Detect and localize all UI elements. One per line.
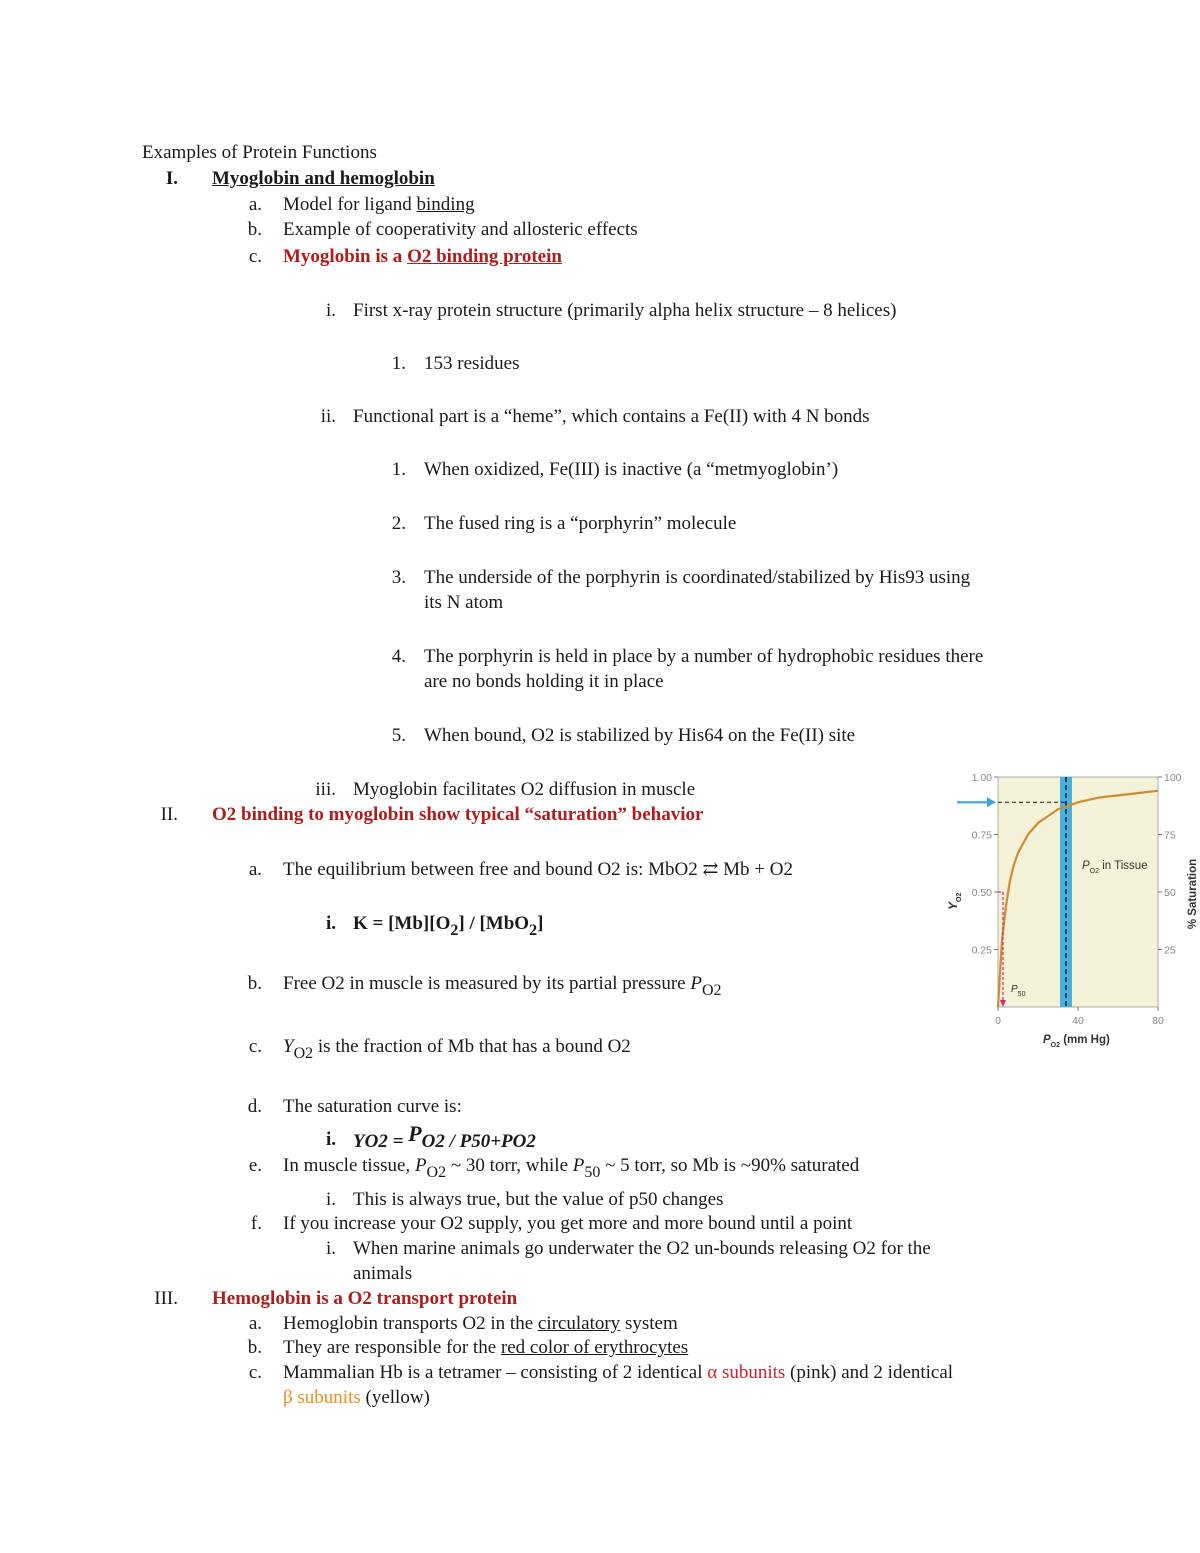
list-item-1c-i-1: 153 residues bbox=[424, 353, 520, 374]
equation-k: $K = [Mb][O_2] / [MbO_2]$ bbox=[353, 913, 544, 939]
y-tick-label-right: 50 bbox=[1164, 887, 1176, 899]
item-marker: ii. bbox=[320, 406, 336, 427]
item-marker: 4. bbox=[391, 646, 406, 667]
item-marker: c. bbox=[248, 1362, 262, 1383]
section-3-marker: III. bbox=[154, 1288, 178, 1309]
y-tick-label-right: 75 bbox=[1164, 829, 1176, 842]
list-item-1c-ii-3-line2: its N atom bbox=[424, 592, 504, 613]
y-tick-label-left: 0.25 bbox=[971, 944, 992, 957]
list-item-2e: In muscle tissue, $P_{O2}$ ~ 30 torr, while $P_{50}$ ~ 5 torr, so Mb is ~90% saturated bbox=[283, 1155, 860, 1181]
list-item-1b: Example of cooperativity and allosteric effects bbox=[283, 219, 638, 240]
section-2-heading: O2 binding to myoglobin show typical “saturation” behavior bbox=[212, 804, 704, 825]
item-marker: b. bbox=[247, 1337, 262, 1358]
plot-area bbox=[998, 777, 1158, 1007]
y-tick-label-left: 0.50 bbox=[971, 887, 992, 899]
item-marker: i. bbox=[325, 1189, 336, 1210]
item-marker: i. bbox=[325, 1238, 336, 1259]
item-marker: i. bbox=[325, 913, 336, 934]
item-marker: a. bbox=[248, 859, 262, 880]
list-item-2f: If you increase your O2 supply, you get more and more bound until a point bbox=[283, 1213, 853, 1234]
list-item-1a: Model for ligand binding bbox=[283, 194, 475, 215]
list-item-1c-ii-4-line1: The porphyrin is held in place by a number of hydrophobic residues there bbox=[424, 646, 984, 667]
item-marker: i. bbox=[325, 1129, 336, 1150]
x-tick-label: 80 bbox=[1152, 1015, 1164, 1027]
item-marker: a. bbox=[248, 194, 262, 215]
x-axis-label: $P_{O2}$ (mm Hg) bbox=[1043, 1034, 1110, 1049]
item-marker: 1. bbox=[391, 459, 406, 480]
y-tick-label-left: 1.00 bbox=[971, 772, 992, 784]
y-tick-label-left: 0.75 bbox=[971, 829, 992, 842]
y-axis-label-right: % Saturation bbox=[1187, 858, 1199, 930]
list-item-1c-ii-1: When oxidized, Fe(III) is inactive (a “metmyoglobin’) bbox=[424, 459, 839, 480]
item-marker: 5. bbox=[391, 725, 406, 746]
item-marker: i. bbox=[325, 300, 336, 321]
level-arrow-head bbox=[987, 797, 996, 807]
list-item-2f-i-line1: When marine animals go underwater the O2 un-bounds releasing O2 for the bbox=[353, 1238, 931, 1259]
y-axis-label-left: $Y_{O2}$ bbox=[946, 892, 963, 910]
section-1-heading: Myoglobin and hemoglobin bbox=[212, 168, 435, 189]
saturation-chart bbox=[935, 760, 1200, 1060]
item-marker: f. bbox=[250, 1213, 262, 1234]
list-item-2b: Free O2 in muscle is measured by its partial pressure $P_{O2}$ bbox=[283, 973, 722, 999]
item-marker: b. bbox=[247, 219, 262, 240]
list-item-2d: The saturation curve is: bbox=[283, 1096, 462, 1117]
list-item-2a: The equilibrium between free and bound O2 is: MbO2 ⇄ Mb + O2 bbox=[283, 859, 793, 880]
list-item-1c-i: First x-ray protein structure (primarily alpha helix structure – 8 helices) bbox=[353, 300, 897, 321]
item-marker: iii. bbox=[315, 779, 336, 800]
item-marker: a. bbox=[248, 1313, 262, 1334]
list-item-3c-line1: Mammalian Hb is a tetramer – consisting of 2 identical α subunits (pink) and 2 identical bbox=[283, 1362, 954, 1383]
section-1-marker: I. bbox=[165, 168, 178, 189]
y-tick-label-right: 25 bbox=[1164, 944, 1176, 957]
list-item-2f-i-line2: animals bbox=[353, 1263, 413, 1284]
tissue-label: $P_{O2}$ in Tissue bbox=[1082, 860, 1148, 875]
list-item-3a: Hemoglobin transports O2 in the circulatory system bbox=[283, 1313, 678, 1334]
list-item-1c: Myoglobin is a O2 binding protein bbox=[283, 246, 562, 267]
item-marker: d. bbox=[247, 1096, 262, 1117]
item-marker: 2. bbox=[391, 513, 406, 534]
beta-subunits: β subunits bbox=[283, 1387, 361, 1408]
x-tick-label: 0 bbox=[995, 1015, 1001, 1027]
list-item-1c-ii-3-line1: The underside of the porphyrin is coordinated/stabilized by His93 using bbox=[424, 567, 971, 588]
equation-saturation: YO2 = PO2 / P50+PO2 bbox=[353, 1121, 536, 1152]
list-item-1c-ii-4-line2: are no bonds holding it in place bbox=[424, 671, 664, 692]
list-item-1c-ii-5: When bound, O2 is stabilized by His64 on the Fe(II) site bbox=[424, 725, 856, 746]
alpha-subunits: α subunits bbox=[707, 1362, 786, 1383]
list-item-2c: $Y_{O2}$ is the fraction of Mb that has a bound O2 bbox=[283, 1036, 631, 1062]
x-tick-label: 40 bbox=[1072, 1015, 1084, 1027]
list-item-1c-ii: Functional part is a “heme”, which contains a Fe(II) with 4 N bonds bbox=[353, 406, 870, 427]
item-marker: 1. bbox=[391, 353, 406, 374]
item-marker: b. bbox=[247, 973, 262, 994]
section-3-heading: Hemoglobin is a O2 transport protein bbox=[212, 1288, 518, 1309]
item-marker: c. bbox=[248, 1036, 262, 1057]
p50-label: $P_{50}$ bbox=[1011, 984, 1026, 998]
list-item-3b: They are responsible for the red color of erythrocytes bbox=[283, 1337, 689, 1358]
list-item-3c-line2: β subunits (yellow) bbox=[283, 1387, 430, 1408]
item-marker: e. bbox=[248, 1155, 262, 1176]
y-tick-label-right: 100 bbox=[1164, 772, 1182, 784]
item-marker: c. bbox=[248, 246, 262, 267]
list-item-2e-i: This is always true, but the value of p50 changes bbox=[353, 1189, 724, 1210]
page-title: Examples of Protein Functions bbox=[142, 142, 377, 163]
item-marker: 3. bbox=[391, 567, 406, 588]
list-item-1c-ii-2: The fused ring is a “porphyrin” molecule bbox=[424, 513, 737, 534]
section-2-marker: II. bbox=[160, 804, 178, 825]
list-item-1c-iii: Myoglobin facilitates O2 diffusion in muscle bbox=[353, 779, 696, 800]
